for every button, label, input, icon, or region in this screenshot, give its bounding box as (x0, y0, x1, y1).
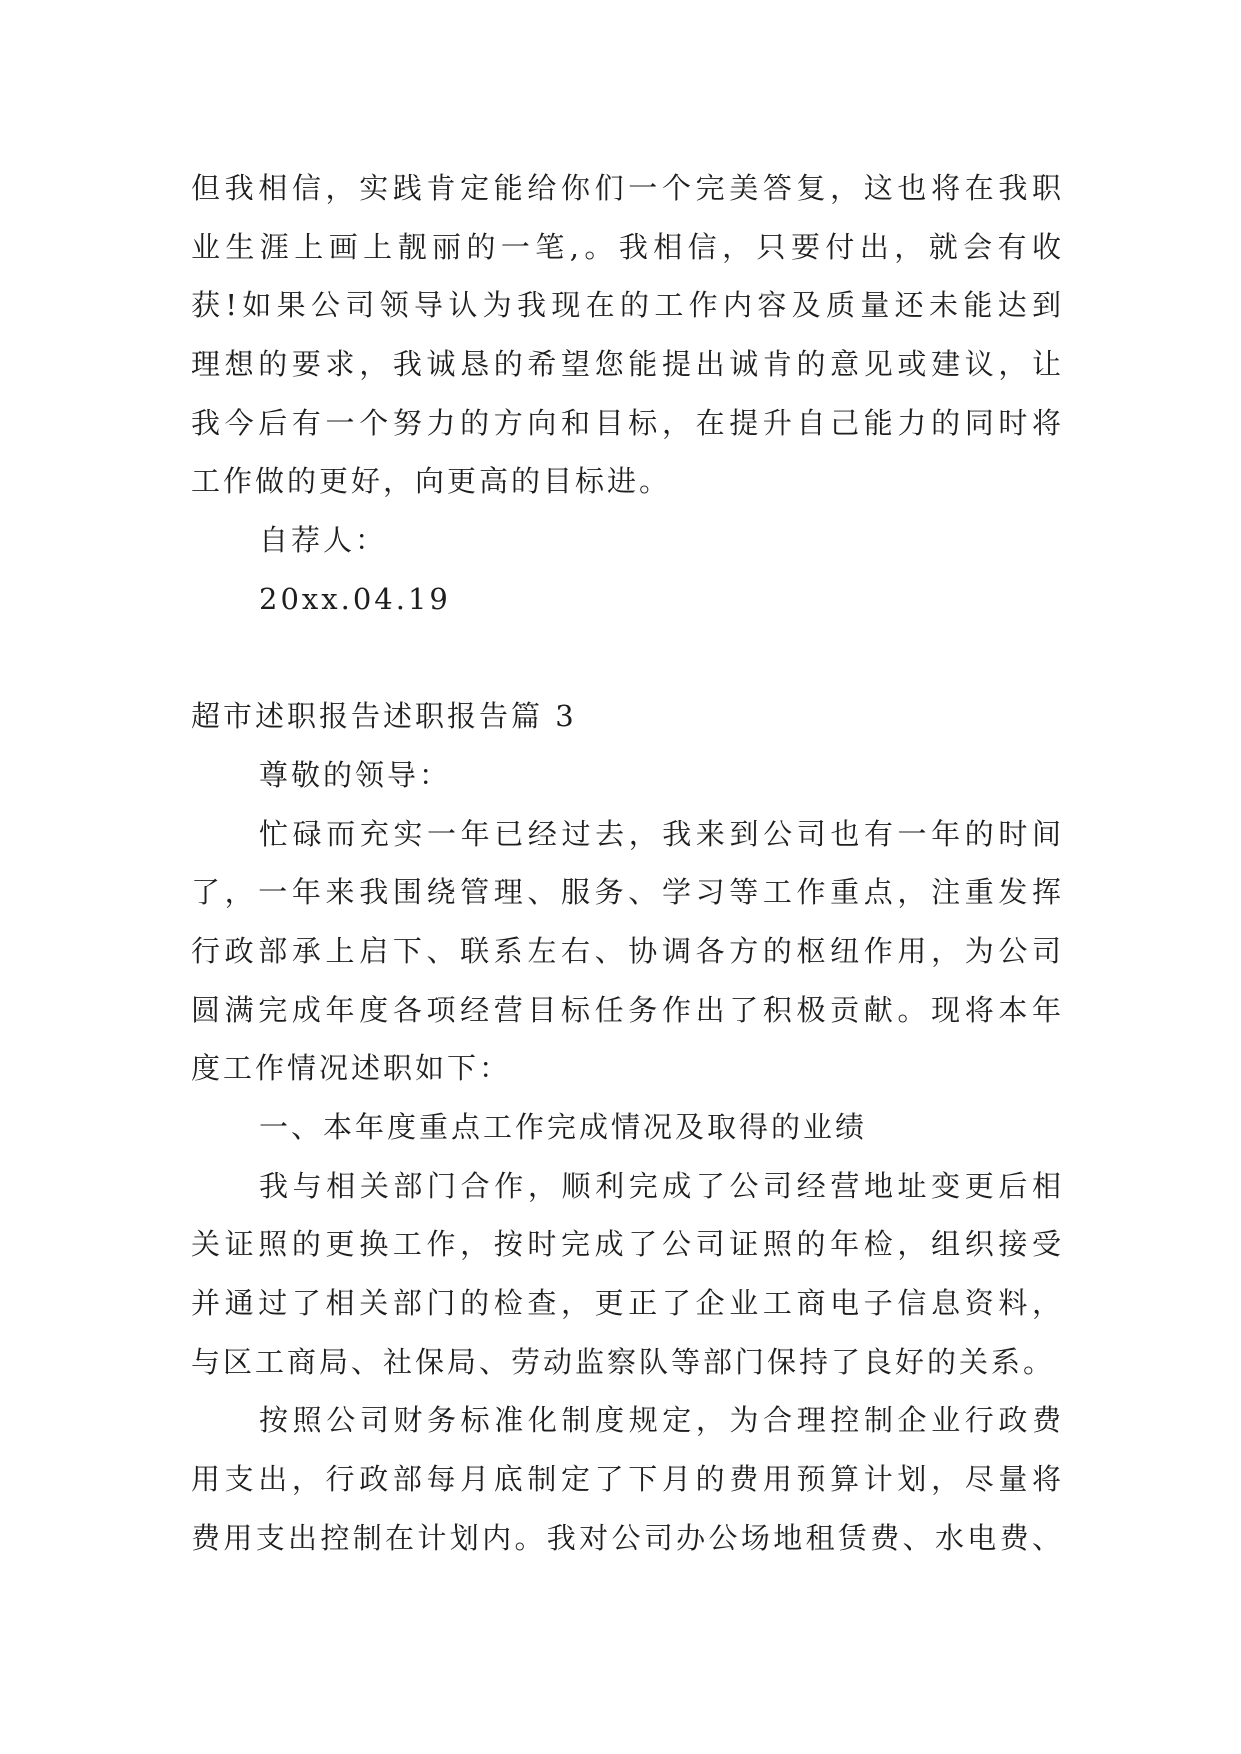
paragraph-line: 忙碌而充实一年已经过去，我来到公司也有一年的时间 (259, 816, 1064, 851)
blank-line (191, 629, 1064, 688)
paragraph-line: 我今后有一个努力的方向和目标，在提升自己能力的同时将 (191, 405, 1064, 440)
paragraph-line: 圆满完成年度各项经营目标任务作出了积极贡献。现将本年 (191, 992, 1064, 1027)
paragraph-line: 行政部承上启下、联系左右、协调各方的枢纽作用，为公司 (191, 933, 1064, 968)
paragraph-line: 并通过了相关部门的检查，更正了企业工商电子信息资料， (191, 1286, 1064, 1321)
paragraph-line: 度工作情况述职如下： (191, 1051, 512, 1086)
paragraph-line: 工作做的更好，向更高的目标进。 (191, 464, 672, 499)
paragraph-line: 按照公司财务标准化制度规定，为合理控制企业行政费 (259, 1403, 1064, 1438)
paragraph-line: 了，一年来我围绕管理、服务、学习等工作重点，注重发挥 (191, 875, 1064, 910)
document-body (191, 159, 1064, 1568)
section-heading: 超市述职报告述职报告篇 3 (191, 699, 577, 734)
paragraph-line: 理想的要求，我诚恳的希望您能提出诚肯的意见或建议，让 (191, 347, 1064, 382)
paragraph-line: 获!如果公司领导认为我现在的工作内容及质量还未能达到 (191, 288, 1064, 323)
paragraph-line: 与区工商局、社保局、劳动监察队等部门保持了良好的关系。 (191, 1344, 1056, 1379)
paragraph-line: 但我相信，实践肯定能给你们一个完美答复，这也将在我职 (191, 171, 1064, 205)
paragraph-line: 费用支出控制在计划内。我对公司办公场地租赁费、水电费、 (191, 1520, 1064, 1555)
paragraph-line: 关证照的更换工作，按时完成了公司证照的年检，组织接受 (191, 1227, 1064, 1262)
signature-date: 20xx.04.19 (259, 581, 451, 616)
signature-label: 自荐人： (259, 523, 388, 558)
paragraph-line: 业生涯上画上靓丽的一笔,。我相信，只要付出，就会有收 (191, 229, 1064, 264)
paragraph-line: 我与相关部门合作，顺利完成了公司经营地址变更后相 (259, 1168, 1064, 1203)
subheading: 一、本年度重点工作完成情况及取得的业绩 (259, 1110, 868, 1144)
salutation: 尊敬的领导： (259, 757, 452, 792)
paragraph-line: 用支出，行政部每月底制定了下月的费用预算计划，尽量将 (191, 1462, 1064, 1497)
